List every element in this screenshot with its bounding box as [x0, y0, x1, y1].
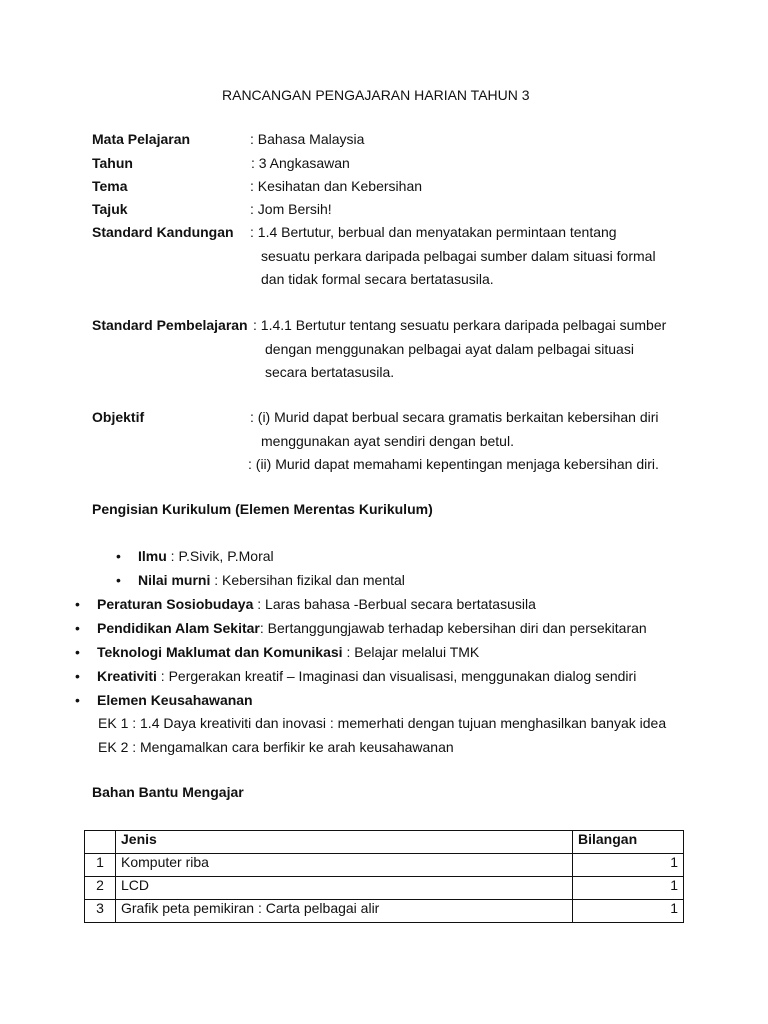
value-tajuk: : Jom Bersih! [250, 201, 332, 217]
ek2-text: EK 2 : Mengamalkan cara berfikir ke arah keusahawanan [98, 739, 454, 755]
item-label: Nilai murni [138, 572, 211, 588]
list-item [138, 547, 274, 565]
item-label: Ilmu [138, 548, 167, 564]
row-jenis: LCD [116, 877, 573, 900]
list-item [97, 619, 647, 637]
label-tajuk: Tajuk [92, 201, 128, 217]
item-text: : Laras bahasa -Berbual secara bertatasusila [253, 596, 536, 612]
label-tahun: Tahun [92, 155, 133, 171]
standard-pembelajaran-line: dengan menggunakan pelbagai ayat dalam pelbagai situasi [265, 341, 634, 357]
standard-kandungan-line: sesuatu perkara daripada pelbagai sumber dalam situasi formal [261, 248, 656, 264]
item-label: Pendidikan Alam Sekitar [97, 620, 260, 636]
table-row [85, 854, 684, 877]
item-text: : Kebersihan fizikal dan mental [210, 572, 405, 588]
label-standard-pembelajaran: Standard Pembelajaran [92, 317, 248, 333]
bullet-icon: • [75, 668, 80, 684]
standard-pembelajaran-line: secara bertatasusila. [265, 364, 395, 380]
list-item [97, 595, 536, 613]
item-text: : Bertanggungjawab terhadap kebersihan diri dan persekitaran [259, 620, 647, 636]
standard-pembelajaran-line: : 1.4.1 Bertutur tentang sesuatu perkara daripada pelbagai sumber [253, 317, 667, 333]
list-item [97, 691, 253, 709]
item-text: : P.Sivik, P.Moral [166, 548, 274, 564]
objektif-line: : (i) Murid dapat berbual secara gramatis berkaitan kebersihan diri [250, 409, 659, 425]
value-tahun: : 3 Angkasawan [251, 155, 350, 171]
objektif-line: menggunakan ayat sendiri dengan betul. [261, 433, 514, 449]
item-label: Peraturan Sosiobudaya [97, 596, 254, 612]
value-tema: : Kesihatan dan Kebersihan [250, 178, 423, 194]
standard-kandungan-line: dan tidak formal secara bertatasusila. [261, 271, 494, 287]
label-standard-kandungan: Standard Kandungan [92, 224, 234, 240]
bullet-icon: • [116, 572, 121, 588]
row-bilangan: 1 [573, 900, 684, 923]
table-cell [85, 831, 116, 854]
item-label: Elemen Keusahawanan [97, 692, 253, 708]
bahan-table [84, 830, 684, 923]
table-header-row [85, 831, 684, 854]
item-label: Teknologi Maklumat dan Komunikasi [97, 644, 343, 660]
row-jenis: Komputer riba [116, 854, 573, 877]
pengisian-heading: Pengisian Kurikulum (Elemen Merentas Kurikulum) [92, 501, 433, 517]
ek1-text: EK 1 : 1.4 Daya kreativiti dan inovasi : memerhati dengan tujuan menghasilkan banyak idea [98, 715, 667, 731]
row-bilangan: 1 [573, 854, 684, 877]
bullet-icon: • [75, 620, 80, 636]
bullet-icon: • [116, 548, 121, 564]
bullet-icon: • [75, 596, 80, 612]
bullet-icon: • [75, 644, 80, 660]
row-bilangan: 1 [573, 877, 684, 900]
col-jenis-header: Jenis [116, 831, 573, 854]
item-text: : Belajar melalui TMK [342, 644, 480, 660]
table-row [85, 900, 684, 923]
bahan-heading: Bahan Bantu Mengajar [92, 784, 244, 800]
table-row [85, 877, 684, 900]
list-item [97, 667, 636, 685]
col-bilangan-header: Bilangan [573, 831, 684, 854]
value-mata-pelajaran: : Bahasa Malaysia [250, 131, 365, 147]
row-number: 1 [85, 854, 116, 877]
label-objektif: Objektif [92, 409, 145, 425]
label-tema: Tema [92, 178, 128, 194]
row-number: 2 [85, 877, 116, 900]
list-item [138, 571, 405, 589]
standard-kandungan-line: : 1.4 Bertutur, berbual dan menyatakan permintaan tentang [250, 224, 617, 240]
item-label: Kreativiti [97, 668, 157, 684]
row-jenis: Grafik peta pemikiran : Carta pelbagai alir [116, 900, 573, 923]
item-text: : Pergerakan kreatif – Imaginasi dan visualisasi, menggunakan dialog sendiri [156, 668, 637, 684]
list-item [97, 643, 479, 661]
row-number: 3 [85, 900, 116, 923]
objektif-line: : (ii) Murid dapat memahami kepentingan menjaga kebersihan diri. [248, 456, 659, 472]
label-mata-pelajaran: Mata Pelajaran [92, 131, 191, 147]
bullet-icon: • [75, 692, 80, 708]
page-title: RANCANGAN PENGAJARAN HARIAN TAHUN 3 [222, 87, 530, 103]
